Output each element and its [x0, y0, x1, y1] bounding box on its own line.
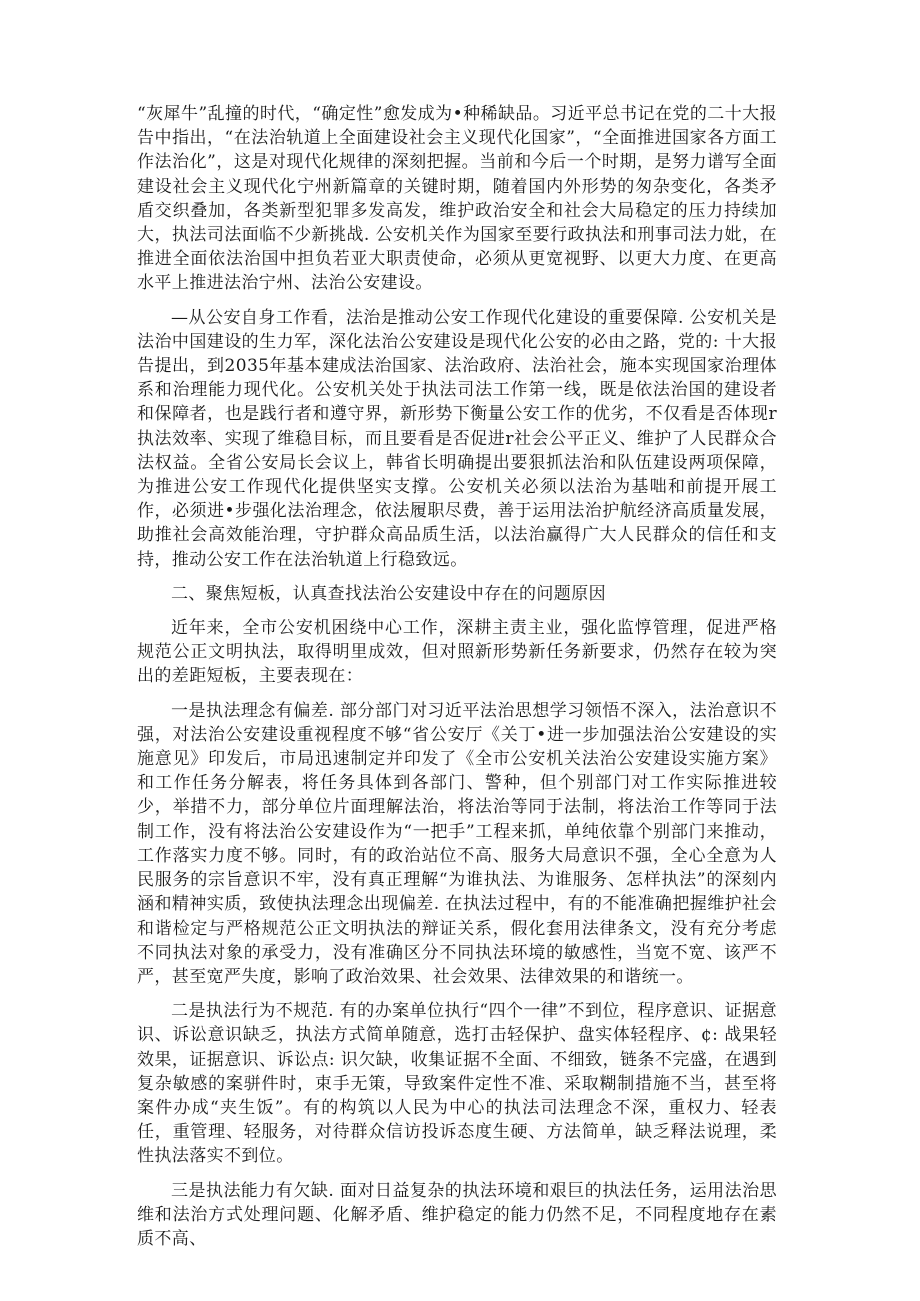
- paragraph-recent-years: 近年来，全市公安机困绕中心工作，深耕主责主业，强化监惇管理，促进严格规范公正文明执法，取得明里成效，但对照新形势新任务新要求，仍然存在较为突出的差距短板，主要表现在：: [137, 618, 777, 687]
- paragraph-point-2-behavior: 二是执法行为不规范. 有的办案单位执行“四个一律”不到位，程序意识、证据意识、诉讼意识缺乏，执法方式简单随意，选打击轻保护、盘实体轻程序、¢: 战果轻效果，证据意识、诉讼点: 识欠缺，收集证据不全面、不细致，链条不完盛，在遇到复杂敏感的案骈件时，束手无策，导致案件定性不准、采取糊制措施不当，甚至将案件办成“夹生饭”。有的构筑以人民为中心的执法司法理念不深，重权力、轻表任，重管理、轻服务，对待群众信访投诉态度生硬、方法简单，缺乏释法说理，柔性执法落实不到位。: [137, 1001, 777, 1167]
- paragraph-intro-continued: “灰犀牛”乱撞的时代，“确定性”愈发成为•种稀缺品。习近平总书记在党的二十大报告中指出，“在法治轨道上全面建设社会主义现代化国家”，“全面推进国家各方面工作法治化”，这是对现代化规律的深刻把握。当前和今后一个时期，是努力谱写全面建设社会主义现代化宁州新篇章的关键时期，随着国内外形势的匆杂变化，各类矛盾交织叠加，各类新型犯罪多发高发，维护政治安全和社会大局稳定的压力持续加大，执法司法面临不少新挑战. 公安机关作为国家至要行政执法和刑事司法力妣，在推进全面依法治国中担负若亚大职责使命，必须从更宽视野、以更大力度、在更高水平上推进法治宁州、法治公安建设。: [137, 104, 777, 294]
- section-heading-2: 二、聚焦短板，认真查找法治公安建设中存在的问题原因: [171, 583, 606, 604]
- paragraph-police-work-perspective: —从公安自身工作看，法治是推动公安工作现代化建设的重要保障. 公安机关是法治中国建设的生力军，深化法治公安建设是现代化公安的必由之路，党的: 十大报告提出，到2035年基本建成法治国家、法治政府、法治社会，施本实现国家治理体系和治理能力现代化。公安机关处于执法司法工作第一线，既是依法治国的建设者和保障者，也是践行者和遵守界，新形势下衡量公安工作的优劣，不仅看是否体现r执法效率、实现了维稳目标，而且要看是否促进r社会公平正义、维护了人民群众合法权益。全省公安局长会议上，韩省长明确提出要狠抓法治和队伍建设两项保障，为推进公安工作现代化提供坚实支撑。公安机关必须以法治为基咄和前提开展工作，必须进•步强化法治理念，依法履职尽费，善于运用法治护航经济高质量发展，助推社会高效能治理，守护群众高品质生活，以法治赢得广大人民群众的信任和支持，推动公安工作在法治轨道上行稳致远。: [137, 307, 777, 570]
- paragraph-point-1-concept: 一是执法理念有偏差. 部分部门对习近平法治思想学习领悟不深入，法治意识不强，对法治公安建设重视程度不够“省公安厅《关丁•进一步加强法治公安建设的实施意见》印发后，市局迅速制定并印发了《全市公安机关法治公安建设实施方案》和工作任务分解表，将任务具体到各部门、警种，但个别部门对工作实际推进较少，举措不力，部分单位片面理解法治，将法治等同于法制，将法治工作等同于法制工作，没有将法治公安建设作为“一把手”工程来抓，单纯依靠个别部门来推动，工作落实力度不够。同时，有的政治站位不高、服务大局意识不强，全心全意为人民服务的宗旨意识不牢，没有真正理解“为谁执法、为谁服务、怎样执法”的深刻内涵和精神实质，致使执法理念出现偏差. 在执法过程中，有的不能准确把握维护社会和谐检定与严格规范公正文明执法的辩证关系，假化套用法律条文，没有充分考虑不同执法对象的承受力，没有准确区分不同执法环境的敏感性，当宽不宽、该严不严，甚至宽严失度，影响了政治效果、社会效果、法律效果的和谐统一。: [137, 700, 777, 987]
- document-body: [137, 102, 777, 1261]
- paragraph-point-3-ability: 三是执法能力有欠缺. 面对日益复杂的执法环境和艰巨的执法任务，运用法治思维和法治方式处理问题、化解矛盾、维护稳定的能力仍然不足，不同程度地存在素质不高、: [137, 1180, 777, 1249]
